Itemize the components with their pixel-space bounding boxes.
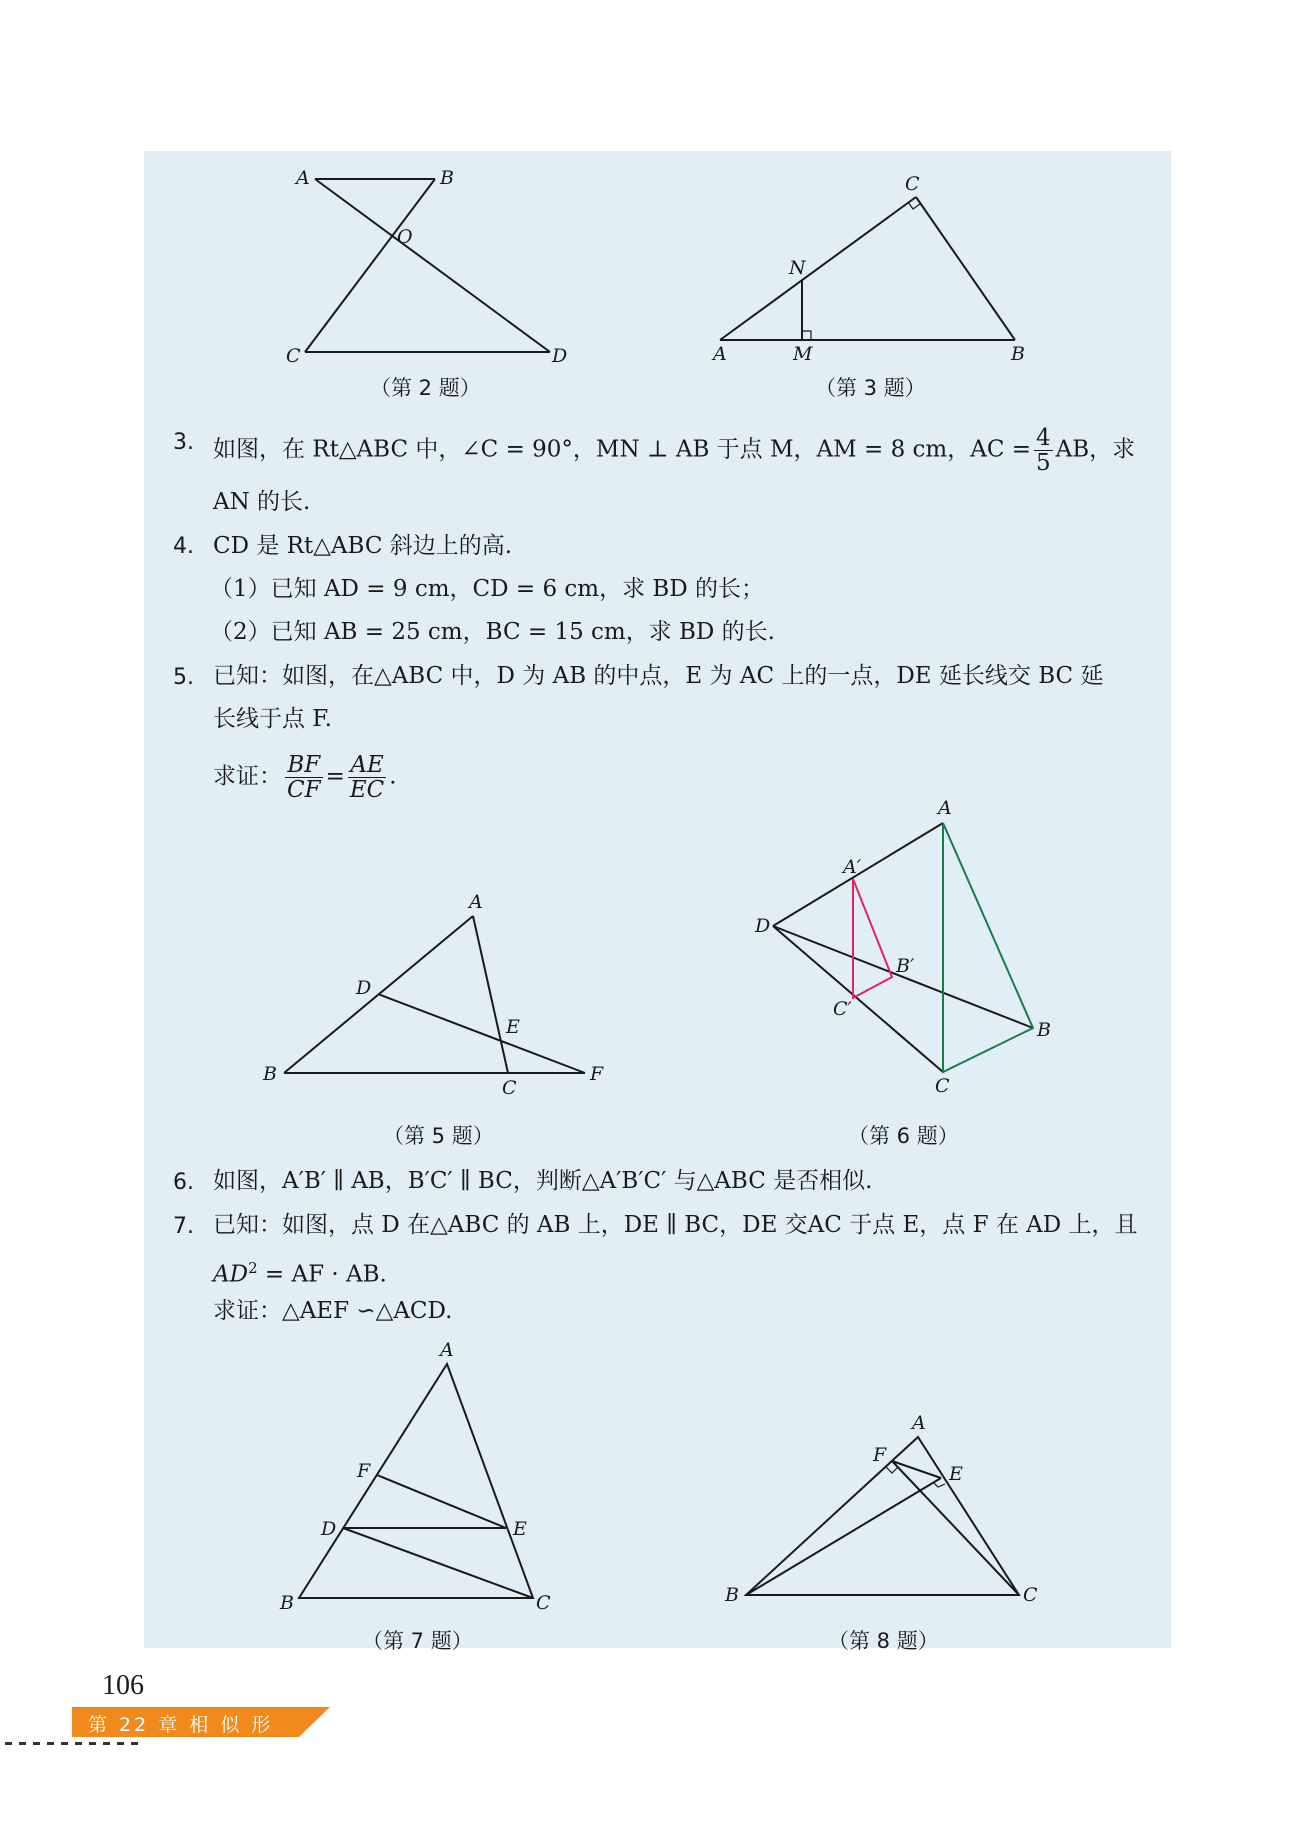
fig3-caption: （第 3 题） [815, 376, 926, 400]
fig6-ray-dc [773, 926, 943, 1072]
fig3-label-b: B [1011, 343, 1025, 365]
fig6-triangle-abc [943, 823, 1033, 1072]
page-number: 106 [102, 1670, 144, 1701]
fig2-segment-bc [305, 179, 435, 352]
fig5-label-d: D [356, 977, 372, 999]
fig6-caption: （第 6 题） [848, 1124, 959, 1148]
figure-7 [275, 1340, 575, 1620]
fig8-right-angle-f [886, 1467, 898, 1473]
fig5-segment-ac [473, 916, 508, 1073]
figure-5 [260, 890, 620, 1099]
problem-4-line-3: （2）已知 AB = 25 cm，BC = 15 cm，求 BD 的长. [210, 619, 775, 645]
problem-6-number: 6. [173, 1170, 194, 1195]
problem-5-fraction-1 [285, 753, 323, 802]
fig8-label-b: B [725, 1584, 739, 1606]
figure-6 [745, 797, 1075, 1100]
fig3-label-m: M [793, 343, 813, 365]
problem-3-line-2: AN 的长. [213, 489, 311, 515]
fig8-label-c: C [1023, 1584, 1038, 1606]
problem-7-number: 7. [173, 1214, 194, 1239]
problem-7-equation-rest: = AF · AB. [257, 1261, 387, 1288]
problem-5-fraction-2 [348, 753, 386, 802]
fig3-label-a: A [713, 343, 727, 365]
chapter-tab [72, 1707, 330, 1737]
fig5-label-c: C [502, 1077, 517, 1099]
fig3-right-angle-c [908, 202, 920, 209]
problem-7-line-1: 已知：如图，点 D 在△ABC 的 AB 上，DE ∥ BC，DE 交AC 于点 E，点 F 在 AD 上，且 [213, 1212, 1138, 1238]
problem-5-end: . [389, 763, 397, 790]
fig7-label-e: E [513, 1518, 527, 1540]
problem-6-line-1: 如图，A′B′ ∥ AB，B′C′ ∥ BC，判断△A′B′C′ 与△ABC 是否相似. [213, 1168, 873, 1194]
fig7-segment-dc [343, 1528, 533, 1598]
fig8-label-e: E [949, 1463, 963, 1485]
fig2-label-o: O [397, 226, 413, 248]
fig6-label-b: B [1037, 1019, 1051, 1041]
fig7-label-f: F [357, 1460, 371, 1482]
fig7-segment-fe [377, 1475, 506, 1528]
problem-5-number: 5. [173, 665, 194, 690]
fig3-label-n: N [789, 257, 806, 279]
problem-4-line-1: CD 是 Rt△ABC 斜边上的高. [213, 533, 513, 559]
fig7-label-a: A [440, 1339, 454, 1361]
problem-5-fraction-1-denominator: CF [287, 777, 321, 803]
problem-3-fraction-denominator: 5 [1036, 450, 1051, 476]
problem-5-equals: = [325, 763, 345, 790]
fig8-caption: （第 8 题） [828, 1629, 939, 1653]
problem-3-text-1: 如图，在 Rt△ABC 中，∠C = 90°，MN ⊥ AB 于点 M，AM = 8 cm，AC = [213, 436, 1032, 463]
problem-3-text-2: AB，求 [1055, 436, 1136, 463]
fig5-label-b: B [263, 1063, 277, 1085]
fig2-label-a: A [296, 167, 310, 189]
fig6-label-b1: B′ [896, 955, 915, 977]
fig6-label-c1: C′ [833, 998, 852, 1020]
problem-5-line-2: 长线于点 F. [213, 706, 332, 732]
fig6-label-a1: A′ [843, 856, 862, 878]
fig6-label-c: C [935, 1075, 950, 1097]
problem-7-line-3: 求证：△AEF ∽△ACD. [213, 1298, 453, 1324]
fig5-label-e: E [506, 1016, 520, 1038]
figure-3 [705, 172, 1045, 367]
problem-4-line-2: （1）已知 AD = 9 cm，CD = 6 cm，求 BD 的长； [210, 576, 765, 602]
problem-5-fraction-1-numerator: BF [285, 753, 323, 778]
fig5-label-f: F [590, 1063, 604, 1085]
fig7-label-c: C [536, 1592, 551, 1614]
fig3-label-c: C [905, 173, 920, 195]
problem-5-line-1: 已知：如图，在△ABC 中，D 为 AB 的中点，E 为 AC 上的一点，DE 延长线交 BC 延 [213, 663, 1104, 689]
fig5-segment-df [378, 994, 585, 1073]
problem-3-fraction [1034, 426, 1053, 475]
fig3-segment-ac [720, 197, 916, 340]
fig6-label-d: D [755, 915, 771, 937]
fig2-segment-ad [315, 179, 550, 352]
fig3-right-angle-m [802, 331, 811, 340]
problem-7-line-2 [213, 1253, 387, 1290]
problem-7-exponent: 2 [248, 1259, 258, 1277]
fig6-label-a: A [938, 797, 952, 819]
problem-3-fraction-numerator: 4 [1036, 425, 1051, 451]
fig8-segment-be [746, 1478, 941, 1595]
problem-5-fraction-2-denominator: EC [349, 777, 385, 803]
fig8-label-a: A [912, 1412, 926, 1434]
fig7-triangle-abc [299, 1364, 533, 1598]
problem-5-fraction-2-numerator: AE [348, 753, 386, 778]
fig2-caption: （第 2 题） [370, 376, 481, 400]
problem-7-ad: AD [213, 1261, 249, 1288]
problem-3-number: 3. [173, 430, 194, 455]
problem-5-prove-prefix: 求证： [213, 763, 282, 790]
fig8-label-f: F [873, 1444, 887, 1466]
fig2-label-c: C [286, 345, 301, 367]
figure-2 [280, 165, 600, 365]
fig3-segment-cb [916, 197, 1015, 340]
fig2-label-d: D [552, 345, 568, 367]
footer-dashed-rule [5, 1742, 145, 1745]
figure-8 [720, 1412, 1050, 1615]
problem-3-line-1 [213, 426, 1135, 475]
fig5-label-a: A [469, 891, 483, 913]
problem-5-prove [213, 753, 397, 802]
fig5-caption: （第 5 题） [383, 1124, 494, 1148]
fig7-label-d: D [321, 1518, 337, 1540]
chapter-tab-label: 第 22 章 相 似 形 [88, 1714, 274, 1736]
fig7-caption: （第 7 题） [362, 1629, 473, 1653]
fig2-label-b: B [440, 167, 454, 189]
fig6-triangle-a1b1c1 [853, 879, 892, 998]
fig7-label-b: B [280, 1592, 294, 1614]
problem-4-number: 4. [173, 534, 194, 559]
